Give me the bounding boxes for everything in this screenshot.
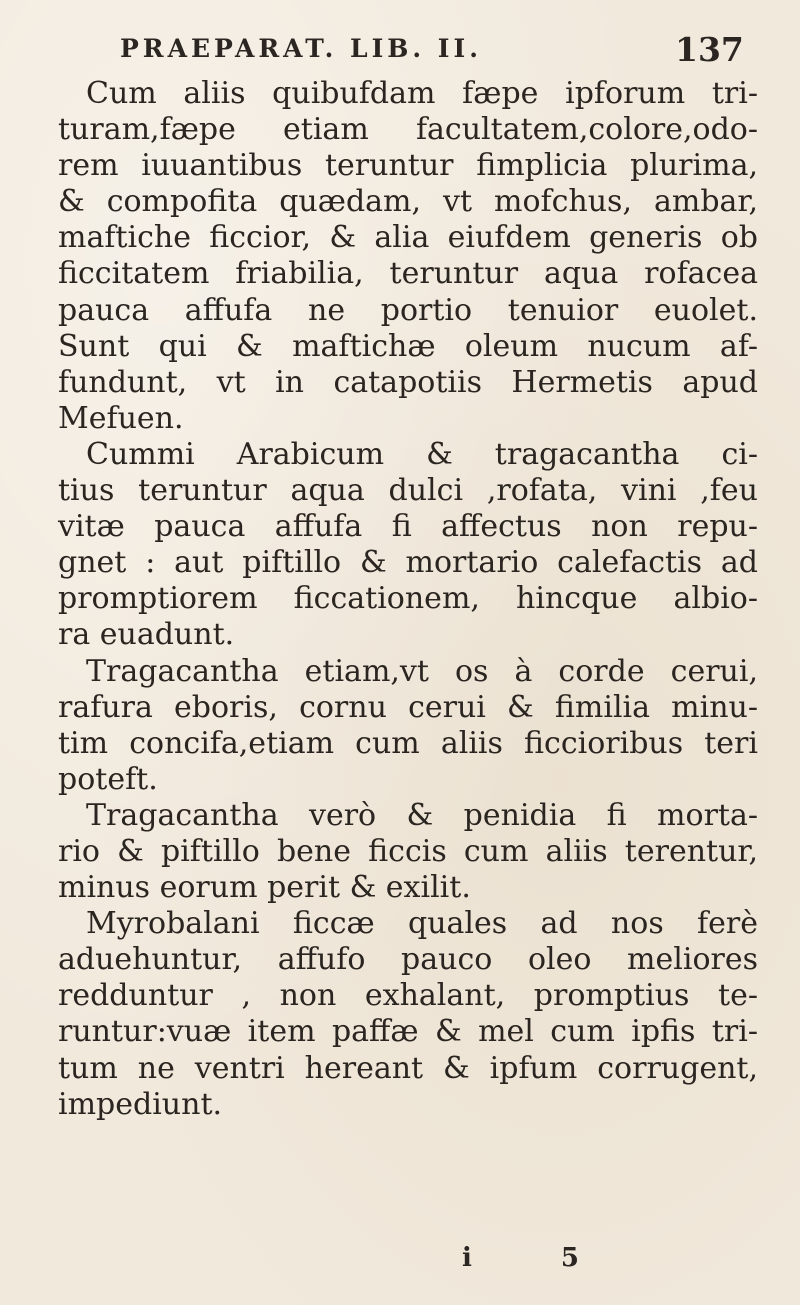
text-line: Tragacantha verò & penidia fi morta-: [86, 797, 758, 833]
signature-mark: i 5: [462, 1243, 620, 1273]
text-line: tum ne ventri hereant & ipfum corrugent,: [58, 1050, 758, 1086]
text-line: Cummi Arabicum & tragacantha ci-: [86, 436, 758, 472]
page-number: 137: [675, 30, 744, 69]
text-line: Tragacantha etiam,vt os à corde cerui,: [86, 653, 758, 689]
page-header: [0, 30, 800, 74]
text-line: fundunt, vt in catapotiis Hermetis apud: [58, 364, 758, 400]
text-line: turam,fæpe etiam facultatem,colore,odo-: [58, 112, 758, 148]
text-line: rem iuuantibus teruntur fimplicia plurima,: [58, 148, 758, 184]
text-line: runtur:vuæ item paffæ & mel cum ipfis tri-: [58, 1014, 758, 1050]
text-line: Cum aliis quibufdam fæpe ipforum tri-: [86, 76, 758, 111]
text-line: tius teruntur aqua dulci ,rofata, vini ,feu: [58, 473, 758, 509]
text-line: rio & piftillo bene ficcis cum aliis terentur,: [58, 833, 758, 869]
text-line: ra euadunt.: [58, 617, 235, 653]
text-line: tim concifa,etiam cum aliis ficcioribus teri: [58, 725, 758, 761]
text-line: & compofita quædam, vt mofchus, ambar,: [58, 184, 758, 220]
text-line: gnet : aut piftillo & mortario calefactis ad: [58, 545, 758, 581]
text-line: pauca affufa ne portio tenuior euolet.: [58, 292, 758, 328]
text-line: aduehuntur, affufo pauco oleo meliores: [58, 942, 758, 978]
text-line: Mefuen.: [58, 400, 184, 436]
running-head: PRAEPARAT. LIB. II.: [120, 34, 482, 63]
text-line: Sunt qui & maftichæ oleum nucum af-: [58, 328, 758, 364]
text-line: ficcitatem friabilia, teruntur aqua rofacea: [58, 256, 758, 292]
text-line: Myrobalani ficcæ quales ad nos ferè: [86, 906, 758, 942]
text-line: vitæ pauca affufa fi affectus non repu-: [58, 509, 758, 545]
body-text: [58, 76, 758, 1123]
text-line: promptiorem ficcationem, hincque albio-: [58, 581, 758, 617]
text-line: rafura eboris, cornu cerui & fimilia minu-: [58, 689, 758, 725]
text-line: impediunt.: [58, 1086, 223, 1122]
text-line: minus eorum perit & exilit.: [58, 870, 471, 906]
text-line: maftiche ficcior, & alia eiufdem generis ob: [58, 220, 758, 256]
text-line: redduntur , non exhalant, promptius te-: [58, 978, 758, 1014]
text-line: poteft.: [58, 761, 158, 797]
